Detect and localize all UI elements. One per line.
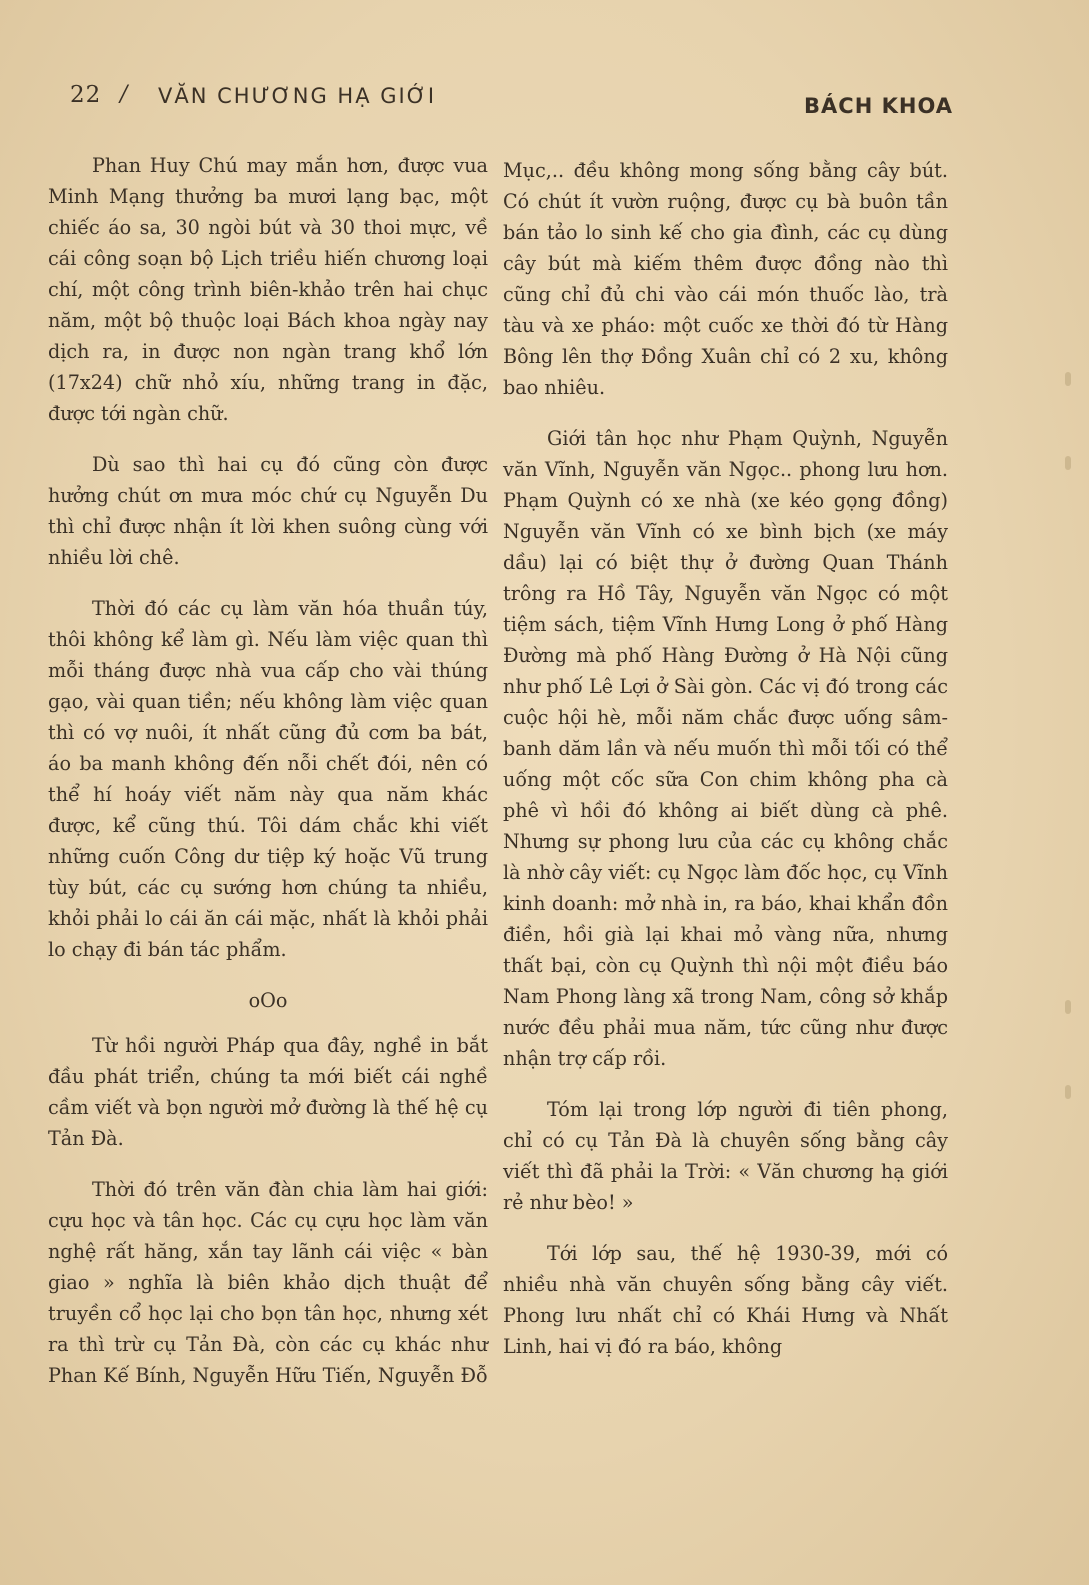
- page-header: [70, 82, 953, 118]
- paragraph: Từ hồi người Pháp qua đây, nghề in bắt đầu phát triển, chúng ta mới biết cái nghề cầm viết và bọn người mở đường là thế hệ cụ Tản Đà.: [48, 1034, 488, 1150]
- paragraph: Tới lớp sau, thế hệ 1930-39, mới có nhiều nhà văn chuyên sống bằng cây viết. Phong lưu nhất chỉ có Khái Hưng và Nhất Linh, hai vị đó ra báo, không: [503, 1242, 948, 1358]
- paper-blemish: [1065, 1000, 1071, 1014]
- paragraph: Giới tân học như Phạm Quỳnh, Nguyễn văn Vĩnh, Nguyễn văn Ngọc.. phong lưu hơn. Phạm Quỳnh có xe nhà (xe kéo gọng đồng) Nguyễn văn Vĩnh có xe bình bịch (xe máy dầu) lại có biệt thự ở đường Quan Thánh trông ra Hồ Tây, Nguyễn văn Ngọc có một tiệm sách, tiệm Vĩnh Hưng Long ở phố Hàng Đường mà phố Hàng Đường ở Hà Nội cũng như phố Lê Lợi ở Sài gòn. Các vị đó trong các cuộc hội hè, mỗi năm chắc được uống sâm-banh dăm lần và nếu muốn thì mỗi tối có thể uống một cốc sữa Con chim không pha cà phê vì hồi đó không ai biết dùng cà phê. Nhưng sự phong lưu của các cụ không chắc là nhờ cây viết: cụ Ngọc làm đốc học, cụ Vĩnh kinh doanh: mở nhà in, ra báo, khai khẩn đồn điền, hồi già lại khai mỏ vàng nữa, nhưng thất bại, còn cụ Quỳnh thì nội một điều báo Nam Phong làng xã trong Nam, công sở khắp nước đều phải mua năm, tức cũng như được nhận trợ cấp rồi.: [503, 427, 948, 1070]
- paper-blemish: [1065, 372, 1071, 386]
- paper-blemish: [1065, 1085, 1071, 1099]
- paper-blemish: [1065, 456, 1071, 470]
- page-number: 22: [70, 82, 102, 108]
- section-title: VĂN CHƯƠNG HẠ GIỚI: [158, 84, 437, 108]
- paragraph: Thời đó trên văn đàn chia làm hai giới: cựu học và tân học. Các cụ cựu học làm văn nghệ rất hăng, xắn tay lãnh cái việc « bàn giao » nghĩa là biên khảo dịch thuật để truyền cổ học lại cho bọn tân học, nhưng xét ra thì trừ cụ Tản Đà, còn các cụ khác như Phan Kế Bính, Nguyễn Hữu Tiến, Nguyễn Đỗ: [48, 1178, 488, 1387]
- header-separator: /: [120, 82, 128, 107]
- paragraph: Thời đó các cụ làm văn hóa thuần túy, thôi không kể làm gì. Nếu làm việc quan thì mỗi tháng được nhà vua cấp cho vài thúng gạo, vài quan tiền; nếu không làm việc quan thì có vợ nuôi, ít nhất cũng đủ cơm ba bát, áo ba manh không đến nỗi chết đói, nên có thể hí hoáy viết năm này qua năm khác được, kể cũng thú. Tôi dám chắc khi viết những cuốn Công dư tiệp ký hoặc Vũ trung tùy bút, các cụ sướng hơn chúng ta nhiều, khỏi phải lo cái ăn cái mặc, nhất là khỏi phải lo chạy đi bán tác phẩm.: [48, 597, 488, 961]
- paragraph: Mục,.. đều không mong sống bằng cây bút. Có chút ít vườn ruộng, được cụ bà buôn tần bán tảo lo sinh kế cho gia đình, các cụ dùng cây bút mà kiếm thêm được đồng nào thì cũng chỉ đủ chi vào cái món thuốc lào, trà tàu và xe pháo: một cuốc xe thời đó từ Hàng Bông lên thợ Đồng Xuân chỉ có 2 xu, không bao nhiêu.: [503, 159, 948, 399]
- paragraph: Tóm lại trong lớp người đi tiên phong, chỉ có cụ Tản Đà là chuyên sống bằng cây viết thì đã phải la Trời: « Văn chương hạ giới rẻ như bèo! »: [503, 1098, 948, 1214]
- right-column: [503, 155, 948, 1382]
- paragraph: Phan Huy Chú may mắn hơn, được vua Minh Mạng thưởng ba mươi lạng bạc, một chiếc áo sa, 30 ngòi bút và 30 thoi mực, về cái công soạn bộ Lịch triều hiến chương loại chí, một công trình biên-khảo trên hai chục năm, một bộ thuộc loại Bách khoa ngày nay dịch ra, in được non ngàn trang khổ lớn (17x24) chữ nhỏ xíu, những trang in đặc, được tới ngàn chữ.: [48, 154, 488, 425]
- section-divider: oOo: [248, 989, 288, 1012]
- left-column: [48, 150, 488, 1411]
- paragraph: Dù sao thì hai cụ đó cũng còn được hưởng chút ơn mưa móc chứ cụ Nguyễn Du thì chỉ được nhận ít lời khen suông cùng với nhiều lời chê.: [48, 453, 488, 569]
- magazine-name: BÁCH KHOA: [804, 94, 953, 118]
